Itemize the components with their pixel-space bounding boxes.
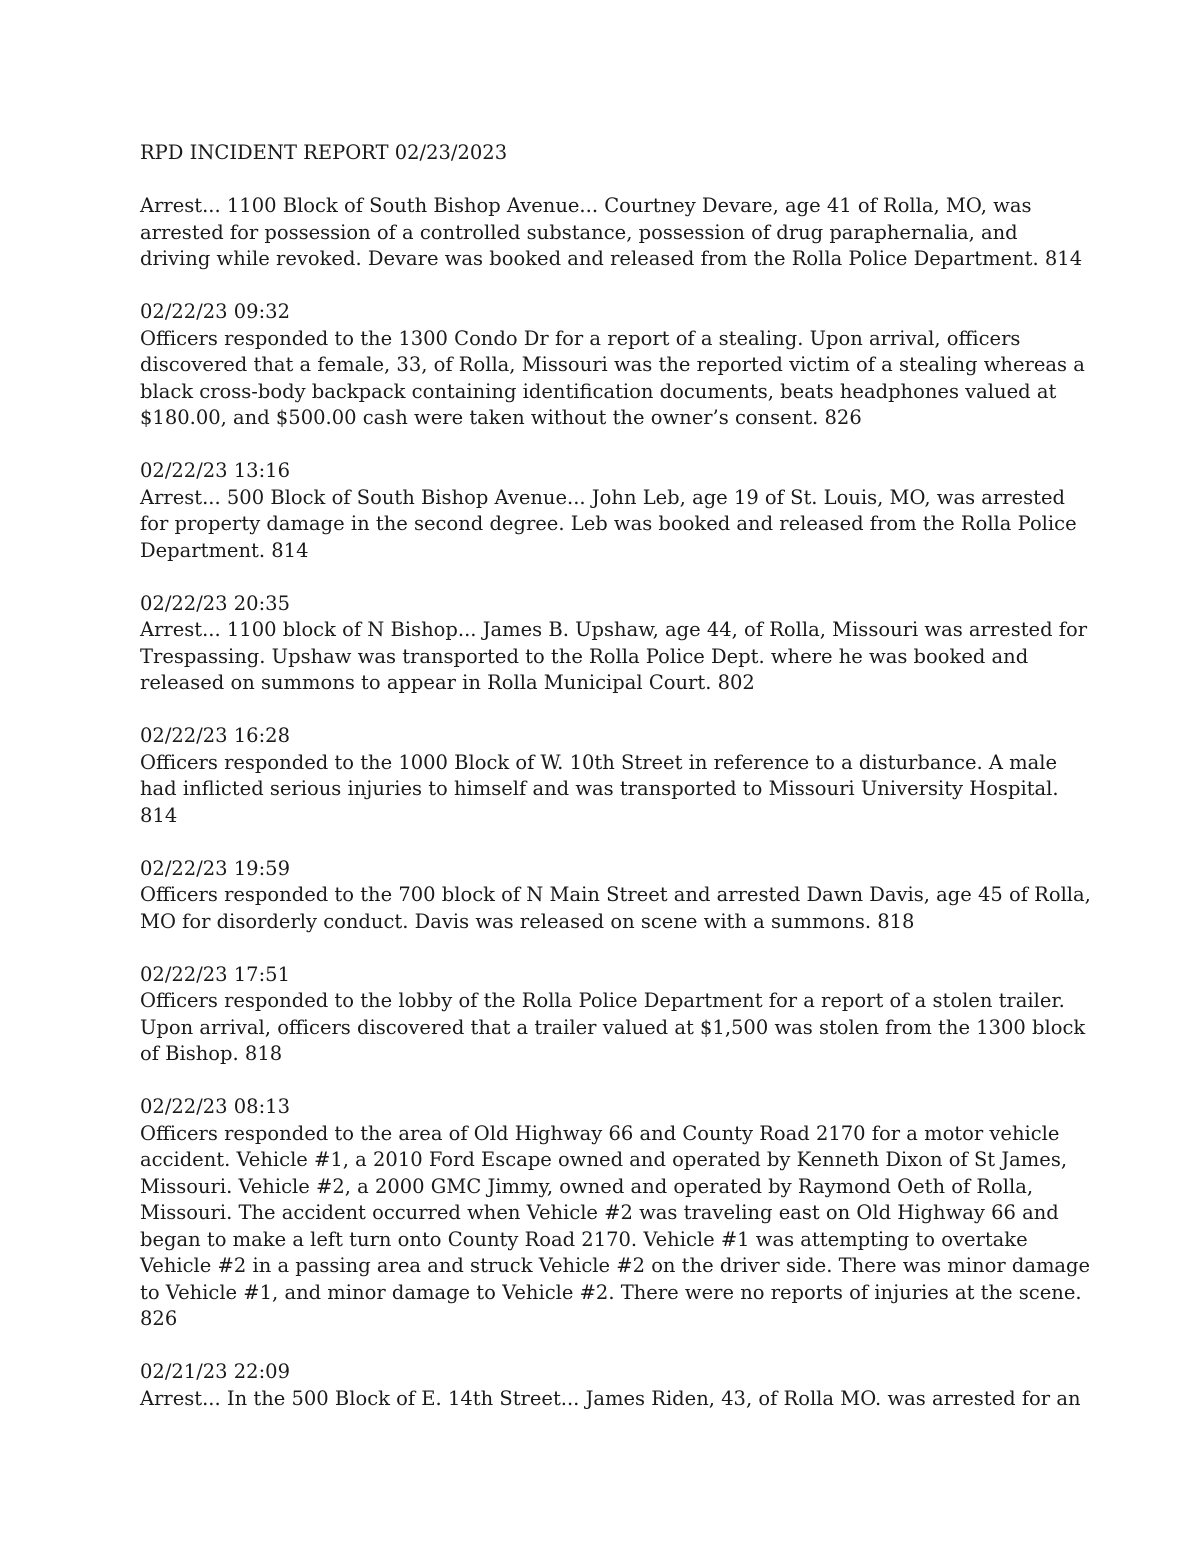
- incident-line: Trespassing. Upshaw was transported to the Rolla Police Dept. where he was booked and: [140, 644, 1029, 668]
- incident-line: Arrest... In the 500 Block of E. 14th Street... James Riden, 43, of Rolla MO. was arrested for an: [140, 1386, 1081, 1410]
- incident-line: Missouri. The accident occurred when Vehicle #2 was traveling east on Old Highway 66 and: [140, 1201, 1059, 1224]
- incident-timestamp: 02/22/23 17:51: [140, 962, 290, 986]
- incident-line: Officers responded to the 1000 Block of W. 10th Street in reference to a disturbance. A male: [140, 750, 1058, 774]
- incident-line: Department. 814: [140, 538, 309, 562]
- incident-line: Officers responded to the 700 block of N Main Street and arrested Dawn Davis, age 45 of Rolla,: [140, 883, 1091, 906]
- incident-line: Officers responded to the lobby of the Rolla Police Department for a report of a stolen trailer.: [140, 989, 1065, 1012]
- incident-timestamp: 02/22/23 13:16: [140, 459, 290, 482]
- incident-line: black cross-body backpack containing identification documents, beats headphones valued at: [140, 379, 1057, 403]
- incident-line: MO for disorderly conduct. Davis was released on scene with a summons. 818: [140, 909, 915, 933]
- incident-entry: [140, 856, 1091, 936]
- incident-line: Officers responded to the 1300 Condo Dr for a report of a stealing. Upon arrival, officers: [140, 326, 1021, 350]
- incident-line: Upon arrival, officers discovered that a trailer valued at $1,500 was stolen from the 1300 block: [140, 1015, 1086, 1039]
- incident-entry: [140, 1359, 1081, 1412]
- incident-entry: [140, 962, 1086, 1068]
- incident-line: Officers responded to the area of Old Highway 66 and County Road 2170 for a motor vehicle: [140, 1121, 1060, 1145]
- incident-entry: [140, 1094, 1091, 1333]
- incident-timestamp: 02/22/23 08:13: [140, 1095, 290, 1118]
- incident-line: driving while revoked. Devare was booked and released from the Rolla Police Department. 814: [140, 247, 1083, 270]
- incident-line: arrested for possession of a controlled substance, possession of drug paraphernalia, and: [140, 220, 1018, 244]
- incident-line: 826: [140, 1307, 178, 1330]
- incident-line: had inflicted serious injuries to himself and was transported to Missouri University Hospital.: [140, 777, 1059, 800]
- incident-line: released on summons to appear in Rolla Municipal Court. 802: [140, 671, 755, 694]
- incident-timestamp: 02/22/23 20:35: [140, 591, 290, 615]
- incident-timestamp: 02/22/23 16:28: [140, 724, 290, 747]
- incident-entry: [140, 458, 1077, 564]
- incident-line: $180.00, and $500.00 cash were taken without the owner’s consent. 826: [140, 406, 862, 429]
- report-title: RPD INCIDENT REPORT 02/23/2023: [140, 141, 508, 164]
- incident-line: accident. Vehicle #1, a 2010 Ford Escape owned and operated by Kenneth Dixon of St James,: [140, 1148, 1068, 1171]
- incident-entry: [140, 299, 1085, 432]
- incident-entry: [140, 723, 1070, 829]
- incident-timestamp: 02/22/23 09:32: [140, 300, 290, 323]
- incident-line: Arrest... 1100 block of N Bishop... James B. Upshaw, age 44, of Rolla, Missouri was arrested for: [140, 618, 1088, 641]
- incident-line: Arrest... 1100 Block of South Bishop Avenue... Courtney Devare, age 41 of Rolla, MO, was: [140, 194, 1032, 217]
- incident-line: to Vehicle #1, and minor damage to Vehicle #2. There were no reports of injuries at the scene.: [140, 1280, 1082, 1304]
- incident-entry: [140, 193, 1083, 273]
- incident-line: discovered that a female, 33, of Rolla, Missouri was the reported victim of a stealing whereas a: [140, 353, 1085, 376]
- incident-line: Missouri. Vehicle #2, a 2000 GMC Jimmy, owned and operated by Raymond Oeth of Rolla,: [140, 1174, 1034, 1198]
- incident-entry: [140, 591, 1088, 697]
- incident-line: began to make a left turn onto County Road 2170. Vehicle #1 was attempting to overtake: [140, 1227, 1028, 1251]
- incident-line: Vehicle #2 in a passing area and struck Vehicle #2 on the driver side. There was minor damage: [140, 1254, 1091, 1277]
- incident-line: for property damage in the second degree. Leb was booked and released from the Rolla Police: [140, 512, 1077, 535]
- incident-line: of Bishop. 818: [140, 1042, 283, 1065]
- incident-line: 814: [140, 803, 178, 827]
- incident-line: Arrest... 500 Block of South Bishop Avenue... John Leb, age 19 of St. Louis, MO, was arrested: [140, 485, 1065, 509]
- incident-timestamp: 02/22/23 19:59: [140, 856, 290, 880]
- document-page: [140, 140, 1091, 1439]
- incident-timestamp: 02/21/23 22:09: [140, 1360, 290, 1383]
